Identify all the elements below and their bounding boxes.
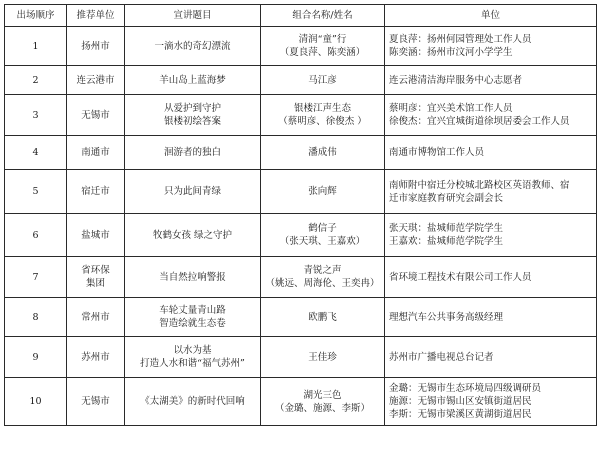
cell-team [261,337,385,378]
cell-team [261,27,385,66]
cell-unit-line: 苏州市广播电视总台记者 [389,351,494,363]
cell-topic [125,170,261,214]
cell-team [261,95,385,136]
speaker-schedule-table [4,4,597,426]
cell-team [261,257,385,298]
cell-topic-line: 洄游者的独白 [163,147,221,158]
table-row [5,298,597,337]
cell-team-line: （张天琪、王嘉欢） [279,236,366,247]
cell-unit-line: 夏良萍：扬州何园管理处工作人员 [389,34,532,45]
cell-unit [385,170,597,214]
cell-recommender-line: 南通市 [81,147,110,158]
cell-topic [125,27,261,66]
cell-unit [385,66,597,95]
cell-team-line: 张向辉 [308,186,337,197]
cell-unit [385,337,597,378]
cell-order: 5 [5,170,67,214]
cell-team-line: （夏良萍、陈奕涵） [279,47,366,58]
table-row [5,214,597,257]
cell-unit-line: 迁市家庭教育研究会副会长 [389,192,504,204]
cell-order: 2 [5,66,67,95]
cell-recommender [67,378,125,426]
cell-team-line: 银楼江声生态 [293,103,351,114]
table-row [5,170,597,214]
cell-topic-line: 从爱护到守护 [163,103,221,114]
cell-topic-line: 羊山岛上蓝海梦 [159,74,226,86]
cell-team-line: 马江彦 [308,74,337,86]
cell-team [261,66,385,95]
cell-order: 1 [5,27,67,66]
table-header-row [5,5,597,27]
table-row [5,257,597,298]
cell-topic-line: 一滴水的奇幻漂流 [154,40,231,52]
cell-recommender [67,298,125,337]
cell-order: 7 [5,257,67,298]
cell-team-line: （姚远、周海伦、王奕冉） [265,278,380,289]
cell-recommender [67,136,125,170]
cell-order: 8 [5,298,67,337]
cell-recommender-line: 扬州市 [81,40,110,52]
cell-topic [125,136,261,170]
cell-topic [125,378,261,426]
cell-unit-line: 李斯：无锡市梁溪区黄湖街道居民 [389,409,532,420]
table-row [5,378,597,426]
cell-unit-line: 施源：无锡市锡山区安镇街道居民 [389,396,532,407]
cell-topic [125,257,261,298]
cell-recommender-line: 连云港市 [76,74,115,86]
cell-recommender [67,214,125,257]
cell-team-line: 鹤信子 [308,223,337,234]
cell-unit-line: 南师附中宿迁分校城北路校区英语教师、宿 [389,179,570,191]
cell-topic-line: 以水为基 [173,345,212,356]
header-recommender: 推荐单位 [67,5,125,27]
cell-unit-line: 徐俊杰：宜兴宜城街道徐坝居委会工作人员 [389,116,570,127]
cell-team-line: 湖光三色 [303,389,342,401]
cell-unit-line: 理想汽车公共事务高级经理 [389,311,504,323]
cell-order: 4 [5,136,67,170]
cell-topic-line: 智造绘就生态卷 [159,318,226,329]
cell-recommender [67,66,125,95]
cell-team [261,136,385,170]
cell-unit [385,27,597,66]
cell-recommender [67,170,125,214]
cell-team-line: （金璐、施源、李斯） [274,402,370,414]
table-row [5,136,597,170]
cell-topic [125,66,261,95]
header-topic: 宣讲题目 [125,5,261,27]
cell-topic-line: 当自然拉响警报 [159,271,226,283]
cell-recommender-line: 盐城市 [81,229,110,241]
cell-team [261,214,385,257]
cell-order: 6 [5,214,67,257]
table-row [5,337,597,378]
cell-recommender-line: 无锡市 [81,109,110,121]
cell-topic [125,298,261,337]
cell-topic-line: 只为此间青绿 [163,186,221,197]
cell-recommender [67,257,125,298]
cell-unit [385,298,597,337]
cell-unit-line: 南通市博物馆工作人员 [389,147,485,158]
cell-unit-line: 省环境工程技术有限公司工作人员 [389,271,532,283]
cell-unit-line: 连云港清洁海岸服务中心志愿者 [389,74,523,86]
table-row [5,27,597,66]
cell-topic [125,95,261,136]
cell-team-line: （蔡明彦、徐俊杰 ） [278,116,367,127]
cell-recommender [67,337,125,378]
cell-recommender-line: 省环保 [81,265,110,276]
cell-unit [385,95,597,136]
cell-topic [125,214,261,257]
cell-order: 10 [5,378,67,426]
cell-unit-line: 张天琪：盐城师范学院学生 [389,223,504,234]
cell-recommender [67,27,125,66]
cell-team [261,298,385,337]
cell-unit-line: 王嘉欢：盐城师范学院学生 [389,236,504,247]
cell-recommender-line: 宿迁市 [81,186,110,197]
cell-team-line: 清润“童”行 [298,34,347,45]
cell-topic-line: 打造人水和谐“福气苏州” [140,358,245,369]
cell-unit [385,136,597,170]
cell-recommender-line: 无锡市 [81,396,110,407]
header-team: 组合名称/姓名 [261,5,385,27]
cell-topic-line: 车轮丈量青山路 [159,305,226,316]
cell-unit-line: 陈奕涵：扬州市汶河小学学生 [389,47,513,58]
header-unit: 单位 [385,5,597,27]
table-row [5,66,597,95]
cell-topic-line: 《太湖美》的新时代回响 [140,396,245,407]
cell-recommender-line: 常州市 [81,311,110,323]
cell-recommender-line: 苏州市 [81,351,110,363]
cell-order: 3 [5,95,67,136]
cell-team-line: 王佳珍 [308,351,337,363]
cell-topic-line: 牧鹤女孩 绿之守护 [152,229,233,241]
cell-unit-line: 蔡明彦：宜兴美术馆工作人员 [389,103,513,114]
cell-recommender-line: 集团 [85,278,105,289]
cell-order: 9 [5,337,67,378]
cell-unit [385,257,597,298]
cell-team-line: 青锐之声 [303,265,342,276]
cell-unit-line: 金璐：无锡市生态环境局四级调研员 [389,383,542,394]
cell-unit [385,378,597,426]
cell-recommender [67,95,125,136]
cell-topic [125,337,261,378]
table-row [5,95,597,136]
cell-team-line: 欧鹏飞 [308,311,337,323]
cell-team [261,378,385,426]
cell-team-line: 潘成伟 [308,147,337,158]
table-body [5,27,597,426]
cell-team [261,170,385,214]
header-order: 出场顺序 [5,5,67,27]
cell-topic-line: 银楼初绘答案 [163,116,221,127]
cell-unit [385,214,597,257]
